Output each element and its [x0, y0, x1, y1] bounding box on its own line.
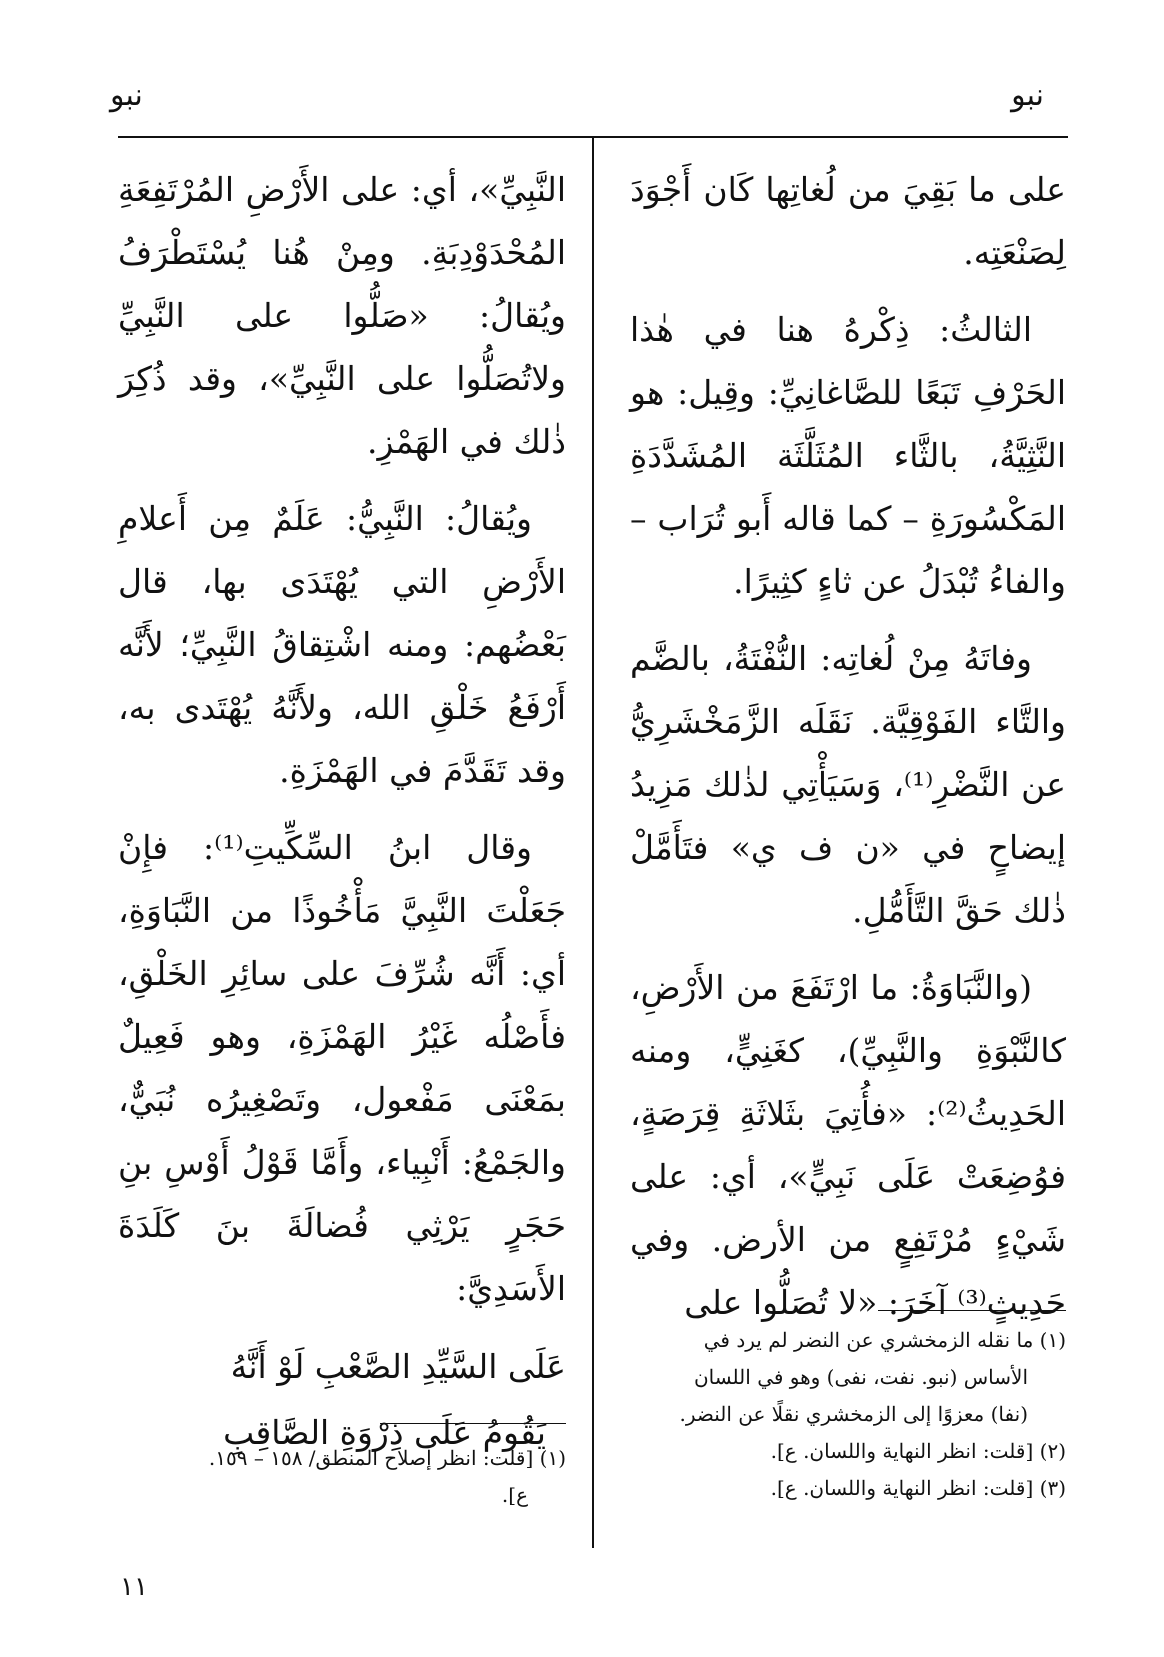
footnote: (٣) [قلت: انظر النهاية واللسان. ع]. — [770, 1476, 1066, 1500]
footnote: (١) ما نقله الزمخشري عن النضر لم يرد في — [703, 1328, 1066, 1352]
running-header-left: نبو — [110, 78, 143, 113]
paragraph: على ما بَقِيَ من لُغاتِها كَان أَجْوَدَ لِصَنْعَتِه. — [630, 170, 1066, 272]
paragraph: النَّبِيِّ»، أي: على الأَرْضِ المُرْتَفِعَةِ المُحْدَوْدِبَةِ. ومِنْ هُنا يُسْتَطْرَفُ ويُقالُ: «صَلُّوا على النَّبِيِّ ولاتُصَلُّوا على النَّبِيِّ»، وقد ذُكِرَ ذٰلك في الهَمْزِ. — [118, 170, 566, 461]
footnote-rule-left — [380, 1423, 566, 1424]
footnote-continuation: (نفا) معزوًا إلى الزمخشري نقلًا عن النضر. — [679, 1402, 1028, 1426]
footnote-rule-right — [878, 1310, 1066, 1311]
footnotes-left — [118, 1440, 566, 1514]
paragraph: ويُقالُ: النَّبِيُّ: عَلَمٌ مِن أَعلامِ الأَرْضِ التي يُهْتَدَى بها، قال بَعْضُهم: ومنه اشْتِقاقُ النَّبِيِّ؛ لأَنَّه أَرْفَعُ خَلْقِ الله، ولأَنَّهُ يُهْتَدى به، وقد تَقَدَّمَ في الهَمْزَةِ. — [118, 499, 566, 790]
footnote-continuation: الأساس (نبو. نفت، نفى) وهو في اللسان — [693, 1365, 1028, 1389]
paragraph: وقال ابنُ السِّكِّيتِ⁽¹⁾: فإِنْ جَعَلْتَ النَّبِيَّ مَأْخُوذًا من النَّبَاوَةِ، أي: أَنَّه شُرِّفَ على سائِرِ الخَلْقِ، فأَصْلُه غَيْرُ الهَمْزَةِ، وهو فَعِيلٌ بمَعْنَى مَفْعول، وتَصْغِيرُه نُبَيٌّ، والجَمْعُ: أَنْبِياء، وأَمَّا قَوْلُ أَوْسِ بنِ حَجَرٍ يَرْثِي فُضالَةَ بنَ كَلَدَةَ الأَسَدِيَّ: — [118, 828, 566, 1308]
page-number: ١١ — [120, 1572, 148, 1602]
footnote-continuation: ع]. — [501, 1483, 528, 1507]
column-divider — [592, 138, 594, 1548]
footnotes-right — [630, 1322, 1066, 1507]
verse-line-1: عَلَى السَّيِّدِ الصَّعْبِ لَوْ أَنَّهُ — [230, 1347, 566, 1386]
footnote: (١) [قلت: انظر إصلاح المنطق/ ١٥٨ – ١٥٩. — [208, 1446, 566, 1470]
footnote: (٢) [قلت: انظر النهاية واللسان. ع]. — [770, 1439, 1066, 1463]
paragraph: الثالثُ: ذِكْرهُ هنا في هٰذا الحَرْفِ تَبَعًا للصَّاغانِيِّ: وقِيل: هو النَّثِيَّةُ، بالثَّاء المُثَلَّثَة المُشَدَّدَةِ المَكْسُورَةِ – كما قاله أَبو تُرَاب – والفاءُ تُبْدَلُ عن ثاءٍ كثِيرًا. — [630, 310, 1066, 601]
left-column — [118, 158, 566, 1466]
verse-line-2: يَقُومُ عَلَى ذِرْوَةِ الصَّاقِبِ — [223, 1413, 546, 1452]
right-column — [630, 158, 1066, 1348]
running-header-right: نبو — [1011, 78, 1044, 113]
paragraph: (والنَّبَاوَةُ: ما ارْتَفَعَ من الأَرْضِ، كالنَّبْوَةِ والنَّبِيِّ)، كغَنِيٍّ، ومنه الحَدِيثُ⁽²⁾: «فأُتِيَ بثَلاثَةِ قِرَصَةٍ، فوُضِعَتْ عَلَى نَبِيٍّ»، أي: على شَيْءٍ مُرْتَفِعٍ من الأرض. وفي حَدِيثٍ⁽³⁾ آخَرَ: «لا تُصَلُّوا على — [630, 968, 1066, 1322]
paragraph: وفاتَهُ مِنْ لُغاتِه: النُّفْتَةُ، بالضَّم والتَّاء الفَوْقِيَّة. نَقَلَه الزَّمَخْشَرِيُّ عن النَّضْرِ⁽¹⁾، وَسَيَأْتِي لذٰلك مَزِيدُ إيضاحٍ في «ن ف ي» فتَأَمَّلْ ذٰلك حَقَّ التَّأَمُّلِ. — [630, 639, 1066, 930]
